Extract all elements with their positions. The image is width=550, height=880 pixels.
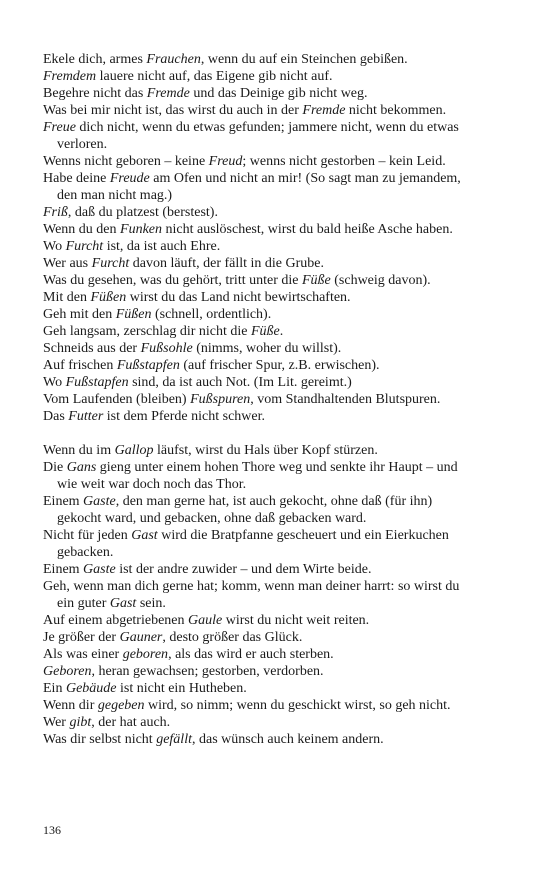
proverb-text: Nicht für jeden xyxy=(43,528,132,543)
proverb-keyword: Gans xyxy=(66,460,97,475)
proverb-keyword: Fußsohle xyxy=(140,341,193,356)
proverb-entry xyxy=(43,340,473,357)
proverb-keyword: Fremde xyxy=(146,86,190,101)
proverb-keyword: Freue xyxy=(43,120,76,135)
proverb-keyword: gibt xyxy=(69,715,92,730)
proverb-text: , der hat auch. xyxy=(91,715,171,730)
proverb-keyword: Gaste xyxy=(83,562,116,577)
proverb-entry xyxy=(43,323,473,340)
proverb-text: Wenn du den xyxy=(43,222,121,237)
proverb-text: . xyxy=(279,324,284,339)
proverb-entry xyxy=(43,170,473,204)
proverb-text: sein. xyxy=(136,596,166,611)
proverb-text: Auf frischen xyxy=(43,358,117,373)
proverb-keyword: Gallop xyxy=(114,443,154,458)
proverb-keyword: Gaste xyxy=(83,494,116,509)
proverb-text: wird, so nimm; wenn du geschickt wirst, so geh nicht. xyxy=(144,698,451,713)
proverb-text: und das Deinige gib nicht weg. xyxy=(189,86,368,101)
proverb-entry xyxy=(43,119,473,153)
proverb-keyword: Freude xyxy=(109,171,150,186)
proverb-keyword: geboren xyxy=(122,647,169,662)
proverb-text: Das xyxy=(43,409,69,424)
proverb-text: nicht bekommen. xyxy=(345,103,447,118)
proverb-entry xyxy=(43,102,473,119)
proverb-entry xyxy=(43,272,473,289)
proverb-text: wirst du das Land nicht bewirtschaften. xyxy=(126,290,351,305)
proverb-entry xyxy=(43,289,473,306)
proverb-keyword: Friß xyxy=(43,205,68,220)
proverb-keyword: Fremde xyxy=(302,103,346,118)
proverb-keyword: Fußstapfen xyxy=(65,375,129,390)
proverb-text: Geh mit den xyxy=(43,307,116,322)
proverb-text: läufst, wirst du Hals über Kopf stürzen. xyxy=(153,443,378,458)
proverb-text: Mit den xyxy=(43,290,91,305)
proverb-text: Habe deine xyxy=(43,171,110,186)
proverb-entry xyxy=(43,374,473,391)
proverb-keyword: gegeben xyxy=(97,698,145,713)
proverb-text: lauere nicht auf, das Eigene gib nicht auf. xyxy=(96,69,333,84)
proverb-keyword: Futter xyxy=(68,409,104,424)
proverb-text: Geh langsam, zerschlag dir nicht die xyxy=(43,324,251,339)
proverb-entry xyxy=(43,629,473,646)
proverb-entry xyxy=(43,408,473,425)
proverb-text: wird die Bratpfanne gescheuert und ein Eierkuchen gebacken. xyxy=(57,528,449,560)
proverb-text: dich nicht, wenn du etwas gefunden; jammere nicht, wenn du etwas verloren. xyxy=(57,120,459,152)
proverb-text: am Ofen und nicht an mir! (So sagt man zu jemandem, den man nicht mag.) xyxy=(57,171,461,203)
proverb-entry xyxy=(43,578,473,612)
proverb-text: (auf frischer Spur, z.B. erwischen). xyxy=(179,358,380,373)
proverb-text: Schneids aus der xyxy=(43,341,141,356)
proverb-entry xyxy=(43,68,473,85)
proverb-text: Wenns nicht geboren – keine xyxy=(43,154,209,169)
proverb-entry xyxy=(43,391,473,408)
proverb-keyword: Furcht xyxy=(91,256,130,271)
proverb-text: Auf einem abgetriebenen xyxy=(43,613,188,628)
proverb-keyword: Frauchen xyxy=(146,52,201,67)
proverb-text: , das wünsch auch keinem andern. xyxy=(191,732,384,747)
proverb-block-f xyxy=(43,51,473,425)
proverb-text: Als was einer xyxy=(43,647,123,662)
text-page xyxy=(43,51,473,748)
proverb-keyword: Fremdem xyxy=(43,69,97,84)
proverb-text: Wenn dir xyxy=(43,698,98,713)
proverb-text: Was dir selbst nicht xyxy=(43,732,157,747)
proverb-keyword: Fußspuren xyxy=(190,392,251,407)
proverb-text: nicht auslöschest, wirst du bald heiße Asche haben. xyxy=(162,222,453,237)
proverb-keyword: Funken xyxy=(120,222,163,237)
proverb-text: Begehre nicht das xyxy=(43,86,147,101)
proverb-entry xyxy=(43,153,473,170)
proverb-text: Wenn du im xyxy=(43,443,115,458)
proverb-text: Wer aus xyxy=(43,256,92,271)
proverb-entry xyxy=(43,680,473,697)
proverb-entry xyxy=(43,527,473,561)
proverb-keyword: Gauner xyxy=(119,630,163,645)
proverb-text: Wer xyxy=(43,715,70,730)
proverb-block-g xyxy=(43,442,473,748)
proverb-entry xyxy=(43,697,473,714)
proverb-text: , wenn du auf ein Steinchen gebißen. xyxy=(200,52,408,67)
proverb-keyword: gefällt xyxy=(156,732,192,747)
proverb-text: Was bei mir nicht ist, das wirst du auch in der xyxy=(43,103,303,118)
proverb-keyword: Fußstapfen xyxy=(116,358,180,373)
proverb-entry xyxy=(43,493,473,527)
proverb-text: , als das wird er auch sterben. xyxy=(168,647,334,662)
proverb-entry xyxy=(43,663,473,680)
proverb-keyword: Gast xyxy=(131,528,158,543)
proverb-text: Vom Laufenden (bleiben) xyxy=(43,392,191,407)
proverb-text: Ein xyxy=(43,681,66,696)
proverb-entry xyxy=(43,238,473,255)
proverb-keyword: Furcht xyxy=(65,239,104,254)
proverb-text: Wo xyxy=(43,239,66,254)
proverb-keyword: Füße xyxy=(250,324,280,339)
proverb-entry xyxy=(43,612,473,629)
proverb-text: Einem xyxy=(43,562,84,577)
proverb-entry xyxy=(43,85,473,102)
proverb-text: , heran gewachsen; gestorben, verdorben. xyxy=(91,664,324,679)
proverb-keyword: Füße xyxy=(301,273,331,288)
proverb-entry xyxy=(43,204,473,221)
proverb-text: davon läuft, der fällt in die Grube. xyxy=(129,256,325,271)
proverb-entry xyxy=(43,306,473,323)
proverb-text: gieng unter einem hohen Thore weg und senkte ihr Haupt – und wie weit war doch noch das Thor. xyxy=(57,460,458,492)
proverb-text: , desto größer das Glück. xyxy=(162,630,303,645)
proverb-text: , den man gerne hat, ist auch gekocht, ohne daß (für ihn) gekocht ward, und gebacken, ohne daß gebacken ward. xyxy=(57,494,433,526)
proverb-entry xyxy=(43,714,473,731)
proverb-text: sind, da ist auch Not. (Im Lit. gereimt.) xyxy=(128,375,352,390)
proverb-text: ist, da ist auch Ehre. xyxy=(103,239,221,254)
proverb-text: Ekele dich, armes xyxy=(43,52,147,67)
proverb-entry xyxy=(43,51,473,68)
proverb-entry xyxy=(43,459,473,493)
proverb-entry xyxy=(43,357,473,374)
proverb-keyword: Freud xyxy=(208,154,243,169)
page-number: 136 xyxy=(43,823,61,837)
proverb-text: ist dem Pferde nicht schwer. xyxy=(103,409,266,424)
proverb-entry xyxy=(43,731,473,748)
proverb-keyword: Füßen xyxy=(90,290,127,305)
proverb-entry xyxy=(43,561,473,578)
proverb-keyword: Füßen xyxy=(115,307,152,322)
proverb-text: ist der andre zuwider – und dem Wirte beide. xyxy=(115,562,372,577)
proverb-text: Wo xyxy=(43,375,66,390)
proverb-keyword: Gast xyxy=(109,596,137,611)
proverb-keyword: Gebäude xyxy=(65,681,117,696)
proverb-keyword: Gaule xyxy=(188,613,223,628)
proverb-text: ; wenns nicht gestorben – kein Leid. xyxy=(242,154,446,169)
section-gap xyxy=(43,425,473,442)
proverb-entry xyxy=(43,255,473,272)
proverb-text: wirst du nicht weit reiten. xyxy=(222,613,370,628)
proverb-text: , vom Standhaltenden Blutspuren. xyxy=(250,392,441,407)
proverb-keyword: Geboren xyxy=(43,664,92,679)
proverb-entry xyxy=(43,646,473,663)
proverb-text: (schnell, ordentlich). xyxy=(151,307,272,322)
proverb-text: Einem xyxy=(43,494,84,509)
proverb-text: Geh, wenn man dich gerne hat; komm, wenn man deiner harrt: so wirst du ein guter xyxy=(43,579,460,611)
proverb-text: , daß du platzest (berstest). xyxy=(67,205,218,220)
proverb-entry xyxy=(43,221,473,238)
proverb-text: Je größer der xyxy=(43,630,120,645)
proverb-entry xyxy=(43,442,473,459)
proverb-text: (nimms, woher du willst). xyxy=(192,341,342,356)
proverb-text: ist nicht ein Hutheben. xyxy=(116,681,247,696)
proverb-text: Was du gesehen, was du gehört, tritt unter die xyxy=(43,273,302,288)
proverb-text: (schweig davon). xyxy=(330,273,431,288)
proverb-text: Die xyxy=(43,460,67,475)
